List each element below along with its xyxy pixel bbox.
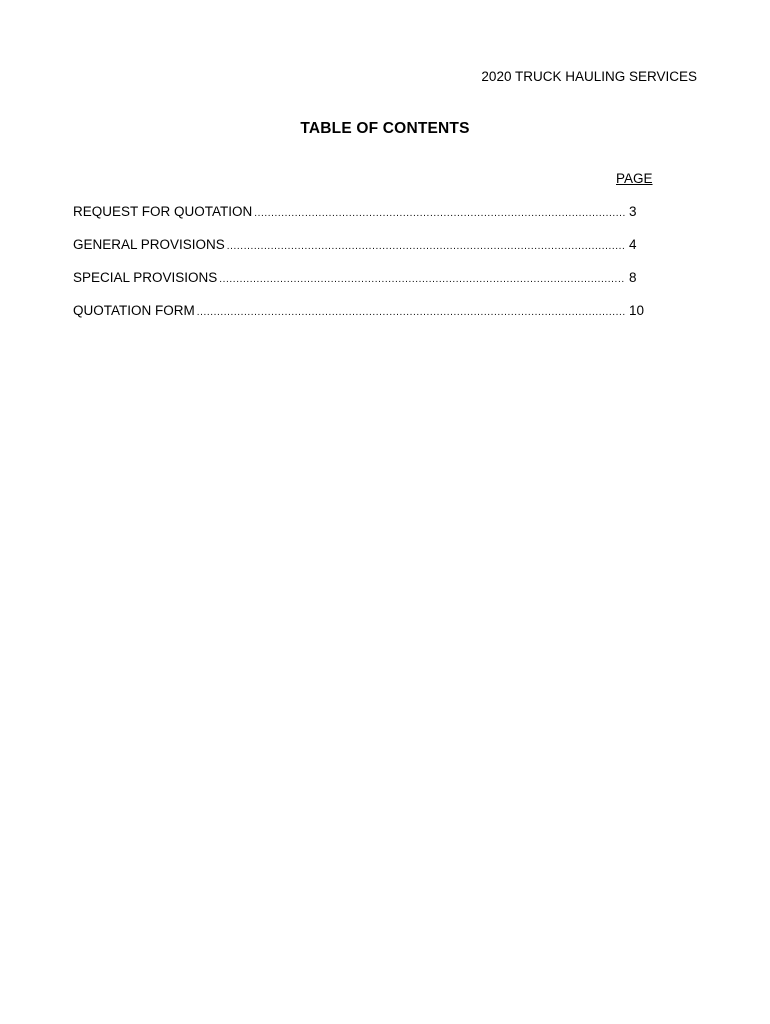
- toc-entry-page: 3: [629, 204, 637, 219]
- dot-leader: [254, 204, 625, 219]
- toc-entry-quotation-form: [73, 303, 653, 336]
- toc-entry-label: SPECIAL PROVISIONS: [73, 270, 218, 285]
- page-column-header: PAGE: [616, 171, 653, 186]
- page-title: TABLE OF CONTENTS: [300, 120, 470, 137]
- toc-entry-general-provisions: [73, 237, 653, 270]
- toc-entry-label: QUOTATION FORM: [73, 303, 195, 318]
- toc-entry-request-for-quotation: [73, 204, 653, 237]
- toc-entry-page: 4: [629, 237, 637, 252]
- running-header: 2020 TRUCK HAULING SERVICES: [481, 69, 697, 84]
- toc-entry-special-provisions: [73, 270, 653, 303]
- table-of-contents: [73, 204, 653, 336]
- toc-entry-page: 8: [629, 270, 637, 285]
- toc-entry-label: GENERAL PROVISIONS: [73, 237, 225, 252]
- toc-entry-label: REQUEST FOR QUOTATION: [73, 204, 253, 219]
- dot-leader: [197, 303, 625, 318]
- toc-entry-page: 10: [629, 303, 645, 318]
- dot-leader: [219, 270, 625, 285]
- dot-leader: [227, 237, 625, 252]
